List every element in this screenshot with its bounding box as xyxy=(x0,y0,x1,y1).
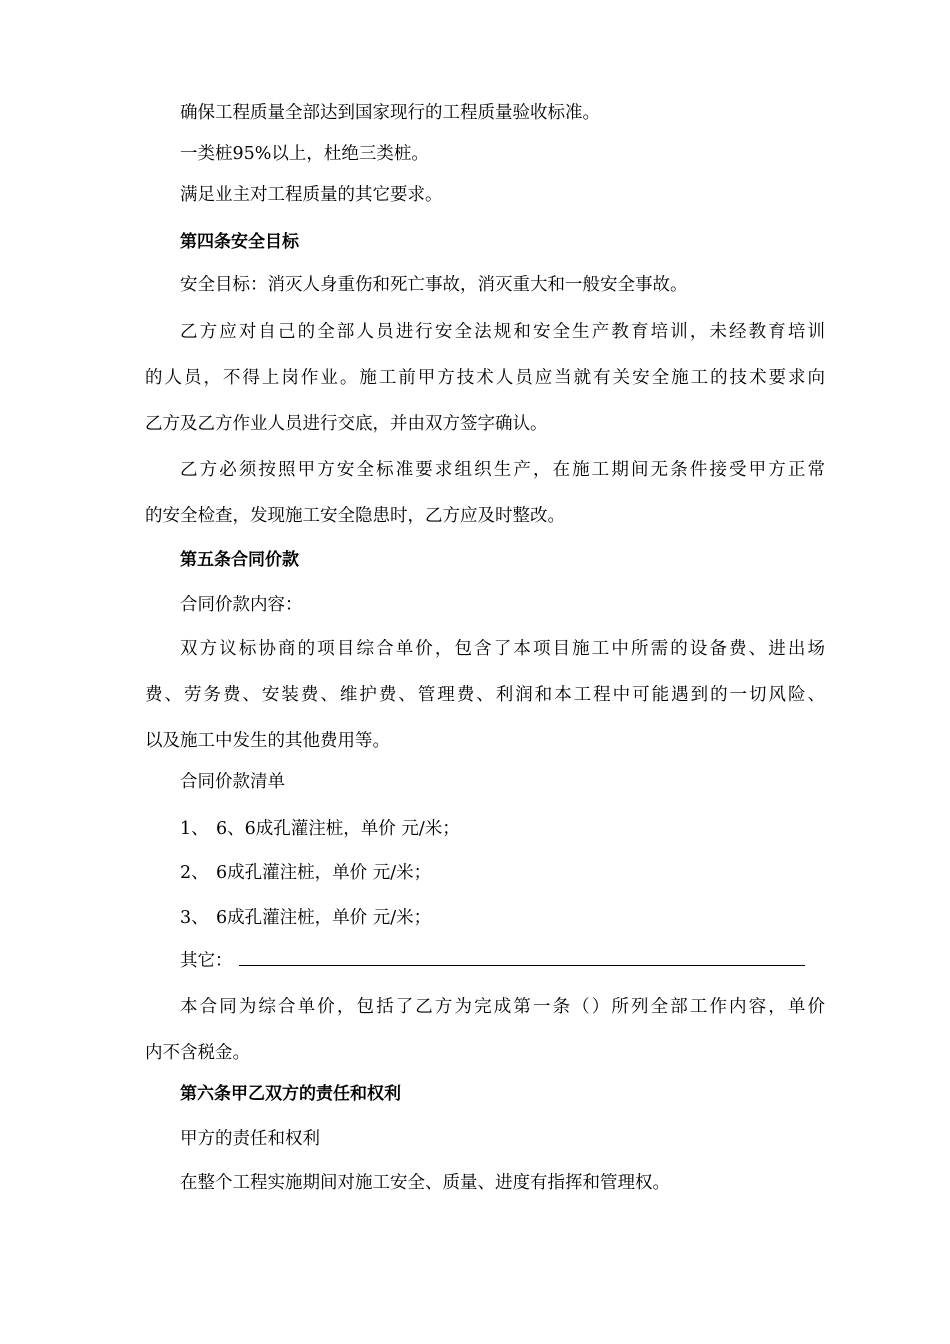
paragraph-party-a-authority: 在整个工程实施期间对施工安全、质量、进度有指挥和管理权。 xyxy=(180,1173,670,1193)
paragraph-safety-training-line2: 的人员，不得上岗作业。施工前甲方技术人员应当就有关安全施工的技术要求向 xyxy=(145,368,825,388)
paragraph-price-list-label: 合同价款清单 xyxy=(180,772,285,792)
paragraph-unit-price-line3: 以及施工中发生的其他费用等。 xyxy=(145,731,390,751)
heading-article-6: 第六条甲乙双方的责任和权利 xyxy=(180,1084,401,1104)
other-line xyxy=(180,949,825,973)
paragraph-safety-goal: 安全目标：消灭人身重伤和死亡事故，消灭重大和一般安全事故。 xyxy=(180,275,688,295)
paragraph-price-content-label: 合同价款内容： xyxy=(180,595,303,615)
paragraph-owner-requirements: 满足业主对工程质量的其它要求。 xyxy=(180,185,443,205)
paragraph-safety-training-line1: 乙方应对自己的全部人员进行安全法规和安全生产教育培训，未经教育培训 xyxy=(180,322,825,342)
list-item xyxy=(180,861,825,885)
list-item-number: 3、 xyxy=(180,908,209,928)
paragraph-unit-price-line2: 费、劳务费、安装费、维护费、管理费、利润和本工程中可能遇到的一切风险、 xyxy=(145,685,825,705)
list-item-text: 6、6成孔灌注桩，单价 元/米； xyxy=(216,819,460,839)
other-label: 其它： xyxy=(180,951,233,971)
paragraph-safety-training-line3: 乙方及乙方作业人员进行交底，并由双方签字确认。 xyxy=(145,414,548,434)
list-item-text: 6成孔灌注桩，单价 元/米； xyxy=(216,908,432,928)
paragraph-unit-price-line1: 双方议标协商的项目综合单价，包含了本项目施工中所需的设备费、进出场 xyxy=(180,639,825,659)
paragraph-party-a-label: 甲方的责任和权利 xyxy=(180,1129,320,1149)
paragraph-safety-inspection-line2: 的安全检查，发现施工安全隐患时，乙方应及时整改。 xyxy=(145,506,565,526)
list-item-number: 2、 xyxy=(180,863,209,883)
fill-in-blank xyxy=(239,951,805,966)
list-item xyxy=(180,906,825,930)
paragraph-pile-class: 一类桩95%以上，杜绝三类桩。 xyxy=(180,144,429,164)
list-item xyxy=(180,817,825,841)
list-item-number: 1、 xyxy=(180,819,209,839)
heading-article-5: 第五条合同价款 xyxy=(180,550,299,570)
heading-article-4: 第四条安全目标 xyxy=(180,232,299,252)
paragraph-comprehensive-price-line1: 本合同为综合单价，包括了乙方为完成第一条（）所列全部工作内容，单价 xyxy=(180,997,825,1017)
paragraph-comprehensive-price-line2: 内不含税金。 xyxy=(145,1043,250,1063)
list-item-text: 6成孔灌注桩，单价 元/米； xyxy=(216,863,432,883)
paragraph-safety-inspection-line1: 乙方必须按照甲方安全标准要求组织生产，在施工期间无条件接受甲方正常 xyxy=(180,460,825,480)
paragraph-quality-standard: 确保工程质量全部达到国家现行的工程质量验收标准。 xyxy=(180,103,600,123)
